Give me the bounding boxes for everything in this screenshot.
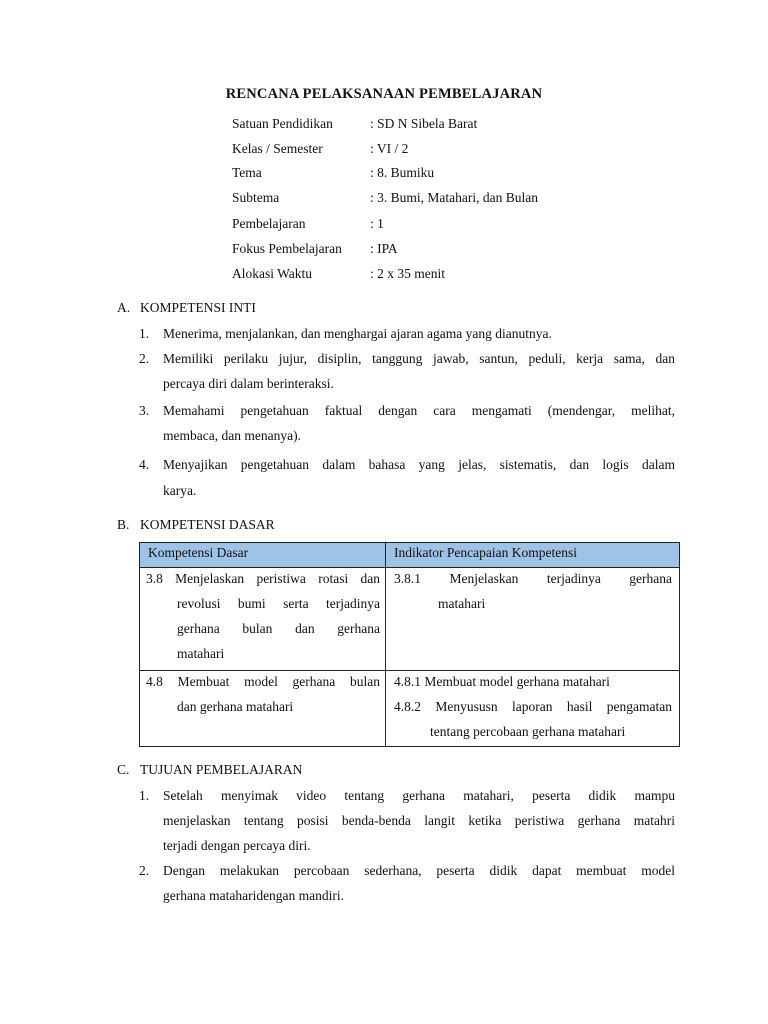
competency-table <box>139 542 680 747</box>
list-number: 1. <box>139 788 150 803</box>
list-number: 2. <box>139 863 150 878</box>
cell-line: 4.8.1 Membuat model gerhana matahari <box>394 674 610 689</box>
section-letter: C. <box>117 762 130 777</box>
table-header-row <box>140 543 680 568</box>
list-item-line: Menerima, menjalankan, dan menghargai ajaran agama yang dianutnya. <box>163 326 552 341</box>
identity-value: : 8. Bumiku <box>370 165 435 180</box>
identity-value: : IPA <box>370 241 398 256</box>
cell-line: matahari <box>177 646 225 661</box>
list-number: 1. <box>139 326 150 341</box>
list-item-line: menjelaskan tentang posisi benda-benda langit ketika peristiwa gerhana matahri <box>163 813 675 828</box>
table-row <box>140 568 680 671</box>
list-number: 2. <box>139 351 150 366</box>
list-item-line: gerhana mataharidengan mandiri. <box>163 888 345 903</box>
list-item-line: karya. <box>163 483 197 498</box>
table-cell <box>140 671 386 747</box>
identity-value: : 1 <box>370 216 384 231</box>
header-label: Indikator Pencapaian Kompetensi <box>394 545 577 560</box>
cell-line: tentang percobaan gerhana matahari <box>430 724 626 739</box>
cell-line: 3.8.1 Menjelaskan terjadinya gerhana <box>394 571 672 586</box>
list-item-line: Memahami pengetahuan faktual dengan cara mengamati (mendengar, melihat, <box>163 403 675 418</box>
table-cell <box>386 671 680 747</box>
cell-line: gerhana bulan dan gerhana <box>177 621 380 636</box>
section-title: KOMPETENSI INTI <box>140 300 256 315</box>
cell-line: revolusi bumi serta terjadinya <box>177 596 380 611</box>
table-row <box>140 671 680 747</box>
identity-value: : 3. Bumi, Matahari, dan Bulan <box>370 190 538 205</box>
identity-label: Fokus Pembelajaran <box>232 241 342 256</box>
identity-label: Satuan Pendidikan <box>232 116 333 131</box>
table-header-cell <box>140 543 386 568</box>
identity-value: : 2 x 35 menit <box>370 266 445 281</box>
list-item-line: Dengan melakukan percobaan sederhana, peserta didik dapat membuat model <box>163 863 675 878</box>
cell-line: 3.8 Menjelaskan peristiwa rotasi dan <box>146 571 380 586</box>
identity-label: Pembelajaran <box>232 216 306 231</box>
identity-value: : VI / 2 <box>370 141 409 156</box>
identity-label: Alokasi Waktu <box>232 266 313 281</box>
list-item-line: Memiliki perilaku jujur, disiplin, tanggung jawab, santun, peduli, kerja sama, dan <box>163 351 675 366</box>
table-cell <box>386 568 680 671</box>
cell-line: dan gerhana matahari <box>177 699 294 714</box>
cell-line: 4.8.2 Menyususn laporan hasil pengamatan <box>394 699 672 714</box>
identity-label: Subtema <box>232 190 280 205</box>
table-cell <box>140 568 386 671</box>
page-title: RENCANA PELAKSANAAN PEMBELAJARAN <box>225 86 543 102</box>
list-item-line: membaca, dan menanya). <box>163 428 301 443</box>
section-title: KOMPETENSI DASAR <box>140 517 275 532</box>
cell-line: 4.8 Membuat model gerhana bulan <box>146 674 380 689</box>
identity-value: : SD N Sibela Barat <box>370 116 478 131</box>
header-label: Kompetensi Dasar <box>148 545 249 560</box>
section-letter: B. <box>117 517 130 532</box>
table-header-cell <box>386 543 680 568</box>
section-title: TUJUAN PEMBELAJARAN <box>140 762 303 777</box>
list-number: 4. <box>139 457 150 472</box>
section-letter: A. <box>117 300 131 315</box>
cell-line: matahari <box>438 596 486 611</box>
list-item-line: terjadi dengan percaya diri. <box>163 838 311 853</box>
list-number: 3. <box>139 403 150 418</box>
list-item-line: percaya diri dalam berinteraksi. <box>163 376 334 391</box>
list-item-line: Menyajikan pengetahuan dalam bahasa yang jelas, sistematis, dan logis dalam <box>163 457 675 472</box>
identity-label: Tema <box>232 165 262 180</box>
identity-label: Kelas / Semester <box>232 141 323 156</box>
list-item-line: Setelah menyimak video tentang gerhana matahari, peserta didik mampu <box>163 788 675 803</box>
